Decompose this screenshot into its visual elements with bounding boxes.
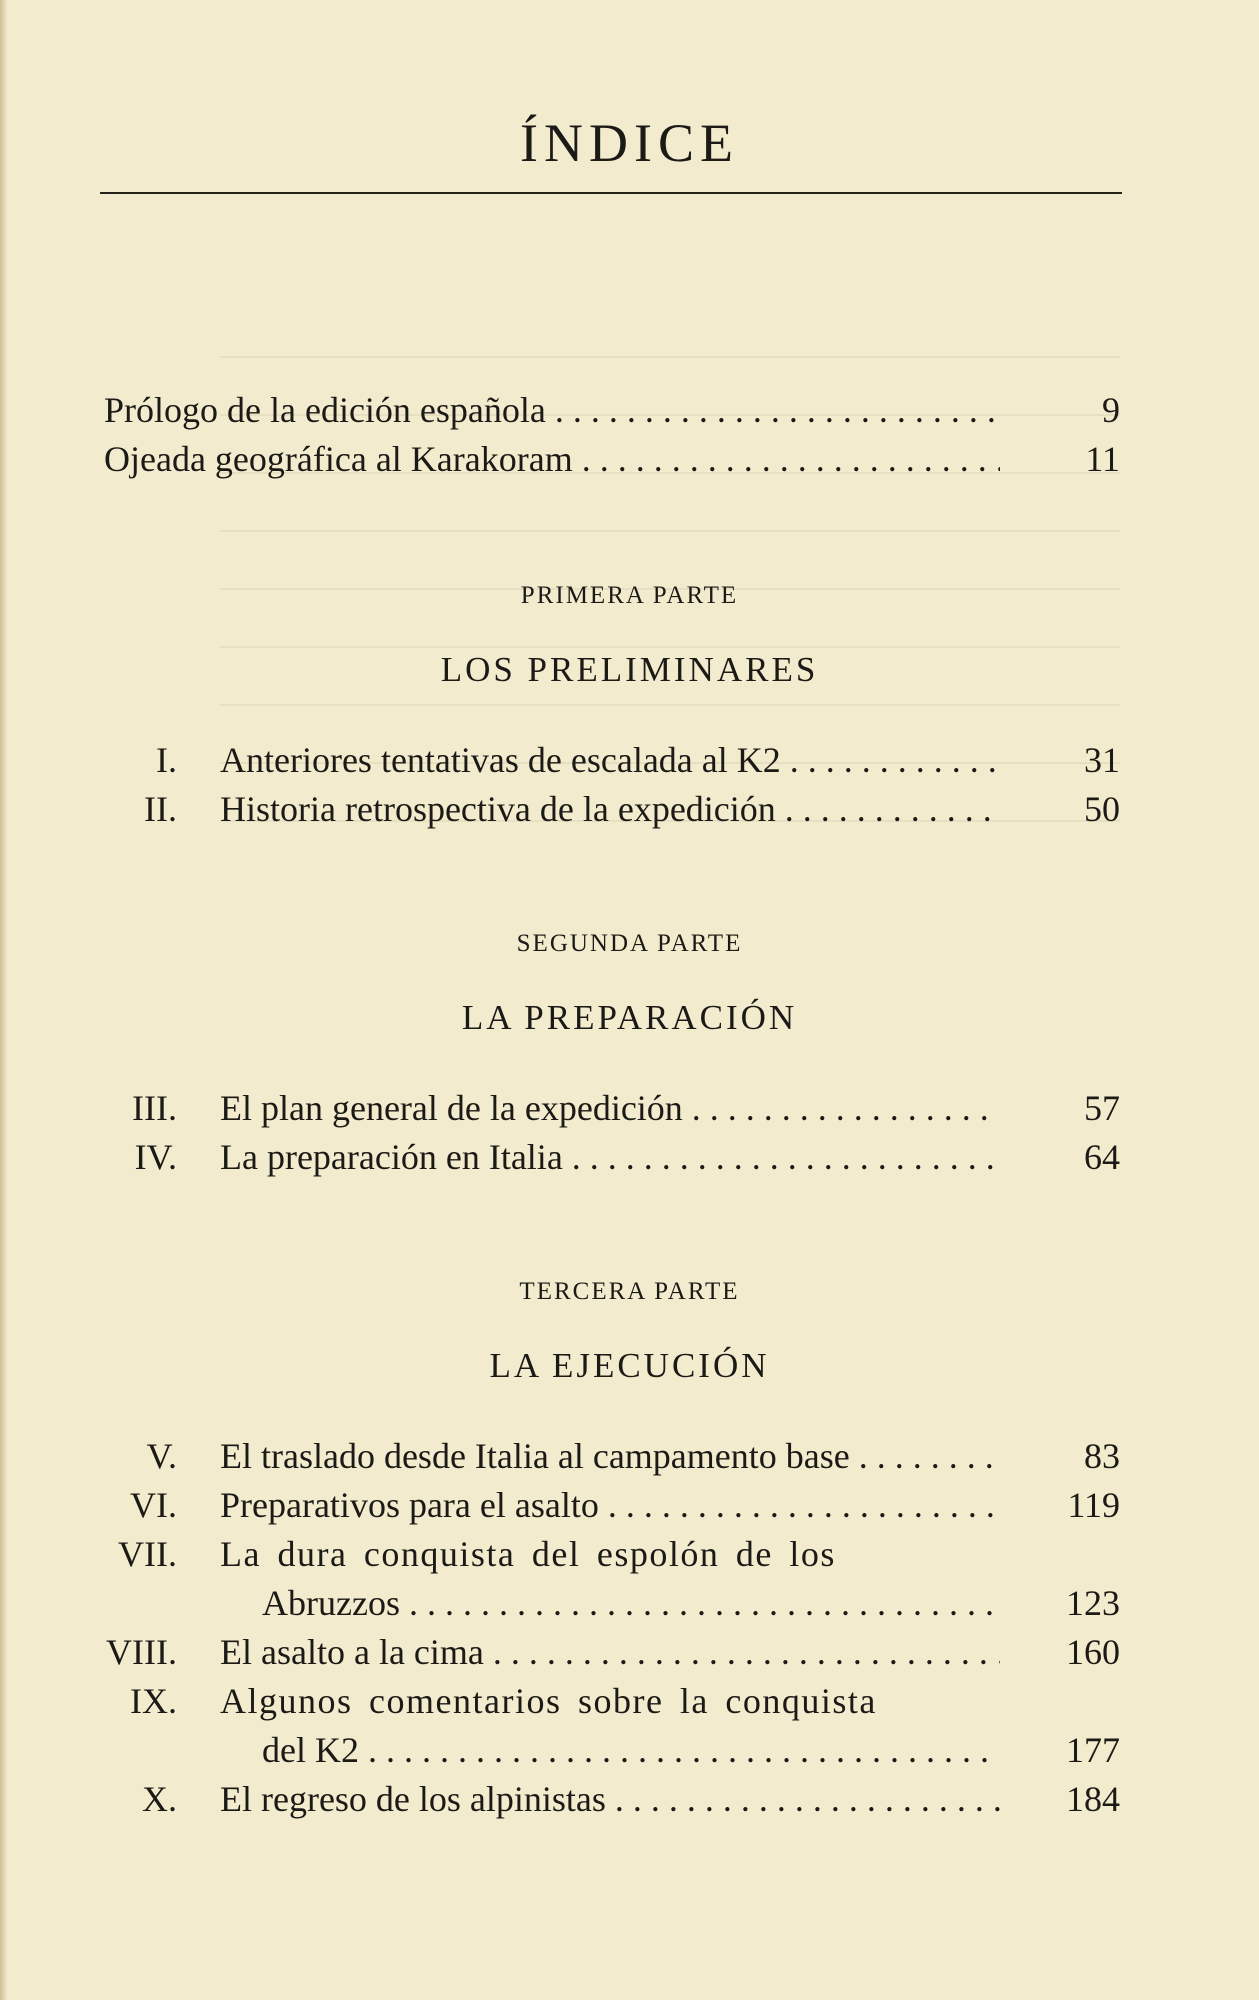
- chapter-number: VI.: [130, 1485, 177, 1525]
- chapter-number: I.: [156, 740, 177, 780]
- leader-dots: [683, 1088, 1000, 1128]
- entry-title: La dura conquista del espolón de los: [220, 1534, 836, 1574]
- entry-title: El plan general de la expedición: [220, 1088, 683, 1128]
- entry-page: 184: [1066, 1779, 1120, 1819]
- leader-dots: [606, 1779, 1000, 1819]
- entry-page: 119: [1067, 1485, 1120, 1525]
- entry-page: 64: [1084, 1137, 1120, 1177]
- entry-title: Algunos comentarios sobre la conquista: [220, 1681, 877, 1721]
- chapter-number: V.: [146, 1436, 177, 1476]
- part-label-3: TERCERA PARTE: [519, 1278, 740, 1305]
- leader-dots: [546, 390, 1000, 430]
- leader-dots: [599, 1485, 1000, 1525]
- toc-entry-chapter-3[interactable]: [0, 1083, 1259, 1133]
- part-title-2: LA PREPARACIÓN: [461, 998, 798, 1037]
- toc-entry-chapter-7[interactable]: [0, 1529, 1259, 1579]
- toc-entry-chapter-1[interactable]: [0, 735, 1259, 785]
- entry-title: La preparación en Italia: [220, 1137, 563, 1177]
- part-title-1: LOS PRELIMINARES: [440, 650, 819, 689]
- entry-title-continued: del K2: [262, 1730, 359, 1770]
- toc-entry-overview[interactable]: [0, 434, 1259, 484]
- entry-title: El traslado desde Italia al campamento base: [220, 1436, 850, 1476]
- leader-dots: [573, 439, 1000, 479]
- entry-page: 123: [1066, 1583, 1120, 1623]
- chapter-number: II.: [144, 789, 177, 829]
- toc-entry-chapter-5[interactable]: [0, 1431, 1259, 1481]
- leader-dots: [776, 789, 1000, 829]
- leader-dots: [359, 1730, 1000, 1770]
- entry-page: 160: [1066, 1632, 1120, 1672]
- part-label-1: PRIMERA PARTE: [520, 582, 739, 609]
- chapter-number: III.: [132, 1088, 177, 1128]
- chapter-number: IX.: [130, 1681, 177, 1721]
- entry-title: El asalto a la cima: [220, 1632, 484, 1672]
- page-title: ÍNDICE: [520, 113, 739, 173]
- leader-dots: [400, 1583, 1000, 1623]
- entry-title: Historia retrospectiva de la expedición: [220, 789, 776, 829]
- toc-entry-chapter-4[interactable]: [0, 1132, 1259, 1182]
- chapter-number: IV.: [134, 1137, 177, 1177]
- entry-page: 31: [1084, 740, 1120, 780]
- chapter-number: X.: [142, 1779, 177, 1819]
- part-title-3: LA EJECUCIÓN: [489, 1346, 770, 1385]
- toc-entry-chapter-10[interactable]: [0, 1774, 1259, 1824]
- toc-entry-prologue[interactable]: [0, 385, 1259, 435]
- toc-entry-chapter-9[interactable]: [0, 1676, 1259, 1726]
- toc-entry-chapter-8[interactable]: [0, 1627, 1259, 1677]
- entry-page: 50: [1084, 789, 1120, 829]
- toc-entry-chapter-7-continued[interactable]: [0, 1578, 1259, 1628]
- entry-title: Prólogo de la edición española: [104, 390, 546, 430]
- leader-dots: [563, 1137, 1000, 1177]
- entry-page: 11: [1085, 439, 1120, 479]
- leader-dots: [484, 1632, 1000, 1672]
- chapter-number: VII.: [118, 1534, 177, 1574]
- entry-title: Ojeada geográfica al Karakoram: [104, 439, 573, 479]
- entry-title: Preparativos para el asalto: [220, 1485, 599, 1525]
- entry-page: 57: [1084, 1088, 1120, 1128]
- chapter-number: VIII.: [106, 1632, 177, 1672]
- title-rule: [100, 192, 1122, 194]
- entry-page: 83: [1084, 1436, 1120, 1476]
- toc-entry-chapter-2[interactable]: [0, 784, 1259, 834]
- entry-title-continued: Abruzzos: [262, 1583, 400, 1623]
- toc-entry-chapter-6[interactable]: [0, 1480, 1259, 1530]
- entry-title: El regreso de los alpinistas: [220, 1779, 606, 1819]
- entry-page: 177: [1066, 1730, 1120, 1770]
- entry-title: Anteriores tentativas de escalada al K2: [220, 740, 781, 780]
- toc-entry-chapter-9-continued[interactable]: [0, 1725, 1259, 1775]
- leader-dots: [781, 740, 1000, 780]
- part-label-2: SEGUNDA PARTE: [516, 930, 743, 957]
- entry-page: 9: [1102, 390, 1120, 430]
- leader-dots: [850, 1436, 1000, 1476]
